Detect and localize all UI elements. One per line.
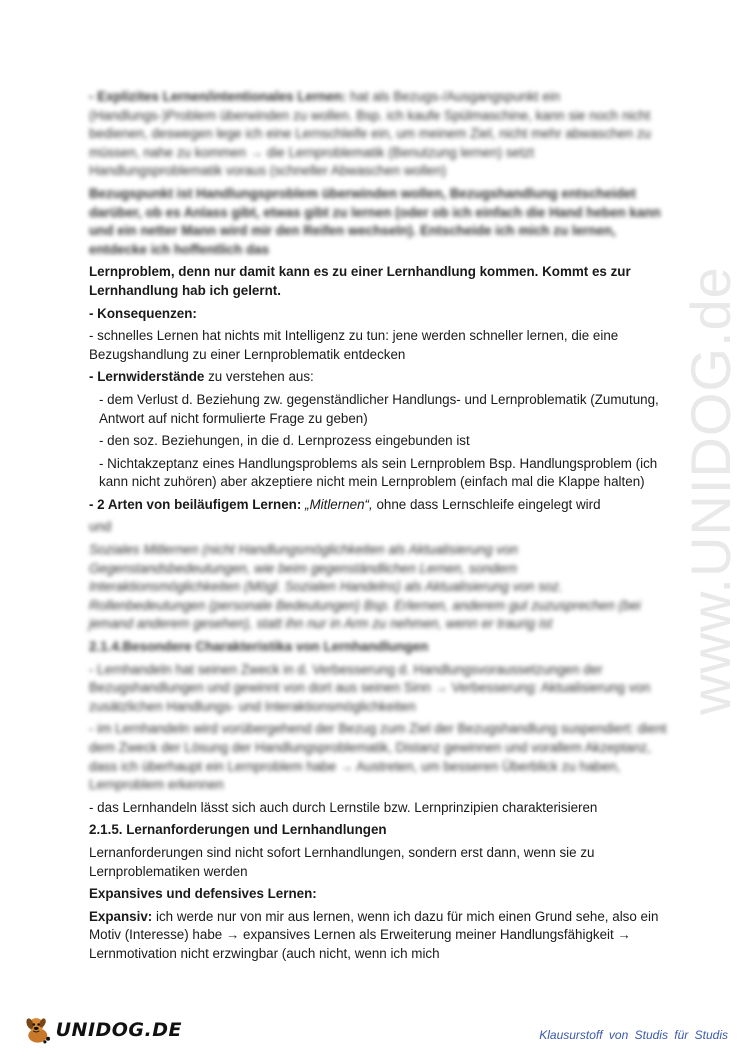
lernwiderstaende-line: - Lernwiderstände zu verstehen aus: <box>89 369 314 385</box>
blurred-paragraph: Bezugspunkt ist Handlungsproblem überwinden wollen, Bezugshandlung entscheidet darüber, ob es Anlass gibt, etwas gibt zu lernen (oder ob ich einfach die Hand heben kann und ein netter Mann wird mir den Reifen wechseln). Entscheide ich mich zu lernen, entdecke ich hoffentlich das <box>89 185 661 257</box>
expansiv-paragraph: Expansiv: ich werde nur von mir aus lernen, wenn ich dazu für mich einen Grund sehe, also ein Motiv (Interesse) habe → expansives Lernen als Erweiterung meiner Handlungsfähigkeit → Lernmotivation nicht erzwingbar (auch nicht, wenn ich mich <box>89 908 659 961</box>
logo-text: UNIDOG.DE <box>55 1019 182 1041</box>
blurred-heading: 2.1.4.Besondere Charakteristika von Lernhandlungen <box>89 639 429 655</box>
widerstand-item: - dem Verlust d. Beziehung zw. gegenständlicher Handlungs- und Lernproblematik (Zumutung, Antwort auf nicht formulierte Frage zu geben) <box>99 391 659 426</box>
watermark: www.UNIDOG.de <box>678 265 742 715</box>
blurred-paragraph: Soziales Mitlernen (nicht Handlungsmöglichkeiten als Aktualisierung von Gegenstandsbedeutungen, wie beim gegenständlichen Lernen, sondern Interaktionsmöglichkeiten (Mögl. Sozialen Handelns) als Aktualisierung von soz. Rollenbedeutungen (personale Bedeutungen) Bsp. Erlernen, anderem gut zuzusprechen (bei jemand anderem gesehen), statt ihn nur in Arm zu nehmen, wenn er traurig ist <box>89 542 641 632</box>
arten-line: - 2 Arten von beiläufigem Lernen: „Mitlernen“, ohne dass Lernschleife eingelegt wird <box>89 496 601 512</box>
bold-paragraph: Lernproblem, denn nur damit kann es zu einer Lernhandlung kommen. Kommt es zur Lernhandlung hab ich gelernt. <box>89 264 631 298</box>
blurred-paragraph: - Explizites Lernen/intentionales Lernen: hat als Bezugs-/Ausgangspunkt ein (Handlungs-)Problem überwinden zu wollen. Bsp. ich kaufe Spülmaschine, kann sie noch nicht bedienen, deswegen lege ich eine Lernschleife ein, um meinem Ziel, nicht mehr abwaschen zu müssen, nahe zu kommen → die Lernproblematik (Benutzung lernen) setzt Handlungsproblematik voraus (schneller Abwaschen wollen) <box>89 89 651 179</box>
konsequenzen-text: - schnelles Lernen hat nichts mit Intelligenz zu tun: jene werden schneller lernen, die eine Bezugshandlung zu einer Lernproblematik entdecken <box>89 328 619 362</box>
blurred-paragraph: und <box>89 519 112 535</box>
konsequenzen-heading: - Konsequenzen: <box>89 305 197 321</box>
blurred-paragraph: - Lernhandeln hat seinen Zweck in d. Verbesserung d. Handlungsvoraussetzungen der Bezugshandlungen und gewinnt von dort aus seinen Sinn → Verbesserung: Aktualisierung von zusätzlichen Handlungs- und Interaktionsmöglichkeiten <box>89 661 651 714</box>
document-body <box>89 88 669 968</box>
footer-tagline: Klausurstoff von Studis für Studis <box>539 1028 728 1042</box>
expansives-heading: Expansives und defensives Lernen: <box>89 886 317 902</box>
section-heading: 2.1.5. Lernanforderungen und Lernhandlungen <box>89 822 387 838</box>
widerstand-item: - den soz. Beziehungen, in die d. Lernprozess eingebunden ist <box>99 433 470 449</box>
lernanforderungen-text: Lernanforderungen sind nicht sofort Lernhandlungen, sondern erst dann, wenn sie zu Lernproblematiken werden <box>89 844 595 879</box>
widerstand-item: - Nichtakzeptanz eines Handlungsproblems als sein Lernproblem Bsp. Handlungsproblem (ich kann nicht zuhören) aber akzeptiere nicht mein Lernproblem (einfach mal die Klappe halten) <box>99 455 658 490</box>
blurred-paragraph: - im Lernhandeln wird vorübergehend der Bezug zum Ziel der Bezugshandlung suspendiert: dient dem Zweck der Lösung der Handlungsproblematik, Distanz gewinnen und vorallem Akzeptanz, dass ich überhaupt ein Lernproblem habe → Austreten, um besseren Überblick zu haben, Lernproblem erkennen <box>89 721 667 793</box>
dog-mascot-icon <box>22 1010 54 1050</box>
unidog-logo[interactable] <box>22 1010 182 1050</box>
lernstile-text: - das Lernhandeln lässt sich auch durch Lernstile bzw. Lernprinzipien charakterisieren <box>89 799 598 815</box>
